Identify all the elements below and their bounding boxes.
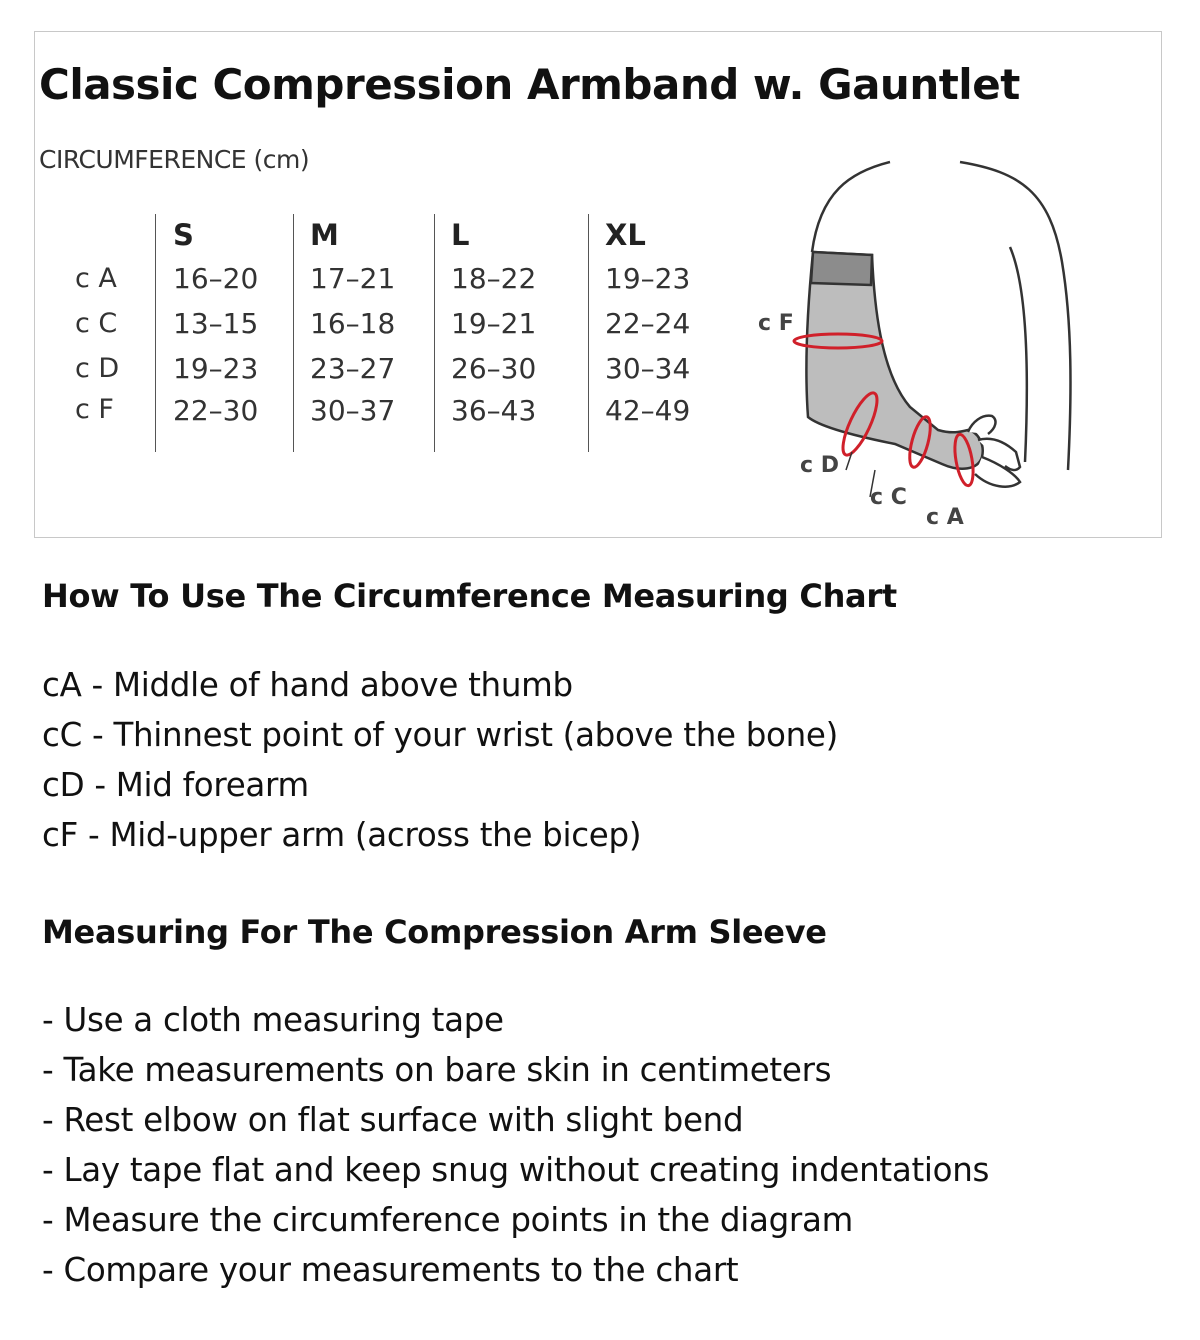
table-cell: 42–49 — [589, 391, 726, 452]
shoulder-outline — [812, 162, 890, 252]
product-title: Classic Compression Armband w. Gauntlet — [39, 60, 1020, 109]
thumb-outline — [968, 416, 995, 434]
table-cell: 16–18 — [294, 301, 435, 346]
list-item: cA - Middle of hand above thumb — [42, 666, 573, 704]
size-table-header-row — [59, 214, 725, 256]
list-item: cF - Mid-upper arm (across the bicep) — [42, 816, 642, 854]
size-table-corner — [59, 214, 156, 256]
table-cell: 18–22 — [435, 256, 589, 301]
label-cd: c D — [800, 453, 839, 478]
row-label: c A — [75, 263, 117, 294]
list-item: - Measure the circumference points in the diagram — [42, 1201, 853, 1239]
table-row — [59, 391, 725, 452]
table-cell: 19–23 — [156, 346, 294, 391]
table-cell: 30–34 — [589, 346, 726, 391]
label-ca: c A — [926, 505, 964, 530]
size-header-s: S — [156, 214, 294, 256]
size-header-xl: XL — [589, 214, 726, 256]
list-item: - Compare your measurements to the chart — [42, 1251, 739, 1289]
table-cell: 13–15 — [156, 301, 294, 346]
size-chart-card — [34, 31, 1162, 538]
torso-inner-outline — [1010, 247, 1027, 462]
list-item: - Rest elbow on flat surface with slight bend — [42, 1101, 744, 1139]
table-cell: 30–37 — [294, 391, 435, 452]
table-row — [59, 301, 725, 346]
label-cc: c C — [870, 485, 907, 510]
row-label: c F — [75, 394, 114, 425]
table-cell: 17–21 — [294, 256, 435, 301]
list-item: - Use a cloth measuring tape — [42, 1001, 504, 1039]
how-to-heading: How To Use The Circumference Measuring Chart — [42, 577, 897, 615]
circumference-unit-label: CIRCUMFERENCE (cm) — [39, 145, 310, 174]
size-header-l: L — [435, 214, 589, 256]
table-cell: 19–21 — [435, 301, 589, 346]
list-item: - Lay tape flat and keep snug without creating indentations — [42, 1151, 990, 1189]
label-cf: c F — [758, 311, 794, 336]
arm-measurement-diagram — [720, 152, 1140, 532]
table-row — [59, 346, 725, 391]
list-item: - Take measurements on bare skin in centimeters — [42, 1051, 832, 1089]
table-cell: 36–43 — [435, 391, 589, 452]
table-cell: 19–23 — [589, 256, 726, 301]
measuring-heading: Measuring For The Compression Arm Sleeve — [42, 913, 827, 951]
row-label: c D — [75, 353, 120, 384]
table-cell: 26–30 — [435, 346, 589, 391]
size-header-m: M — [294, 214, 435, 256]
table-row — [59, 256, 725, 301]
row-label: c C — [75, 308, 118, 339]
how-to-list — [42, 660, 838, 860]
measuring-steps-list — [42, 995, 989, 1295]
list-item: cD - Mid forearm — [42, 766, 309, 804]
table-cell: 22–24 — [589, 301, 726, 346]
table-cell: 16–20 — [156, 256, 294, 301]
size-table — [59, 214, 725, 452]
table-cell: 22–30 — [156, 391, 294, 452]
table-cell: 23–27 — [294, 346, 435, 391]
sleeve-top-band — [811, 252, 872, 285]
list-item: cC - Thinnest point of your wrist (above the bone) — [42, 716, 839, 754]
